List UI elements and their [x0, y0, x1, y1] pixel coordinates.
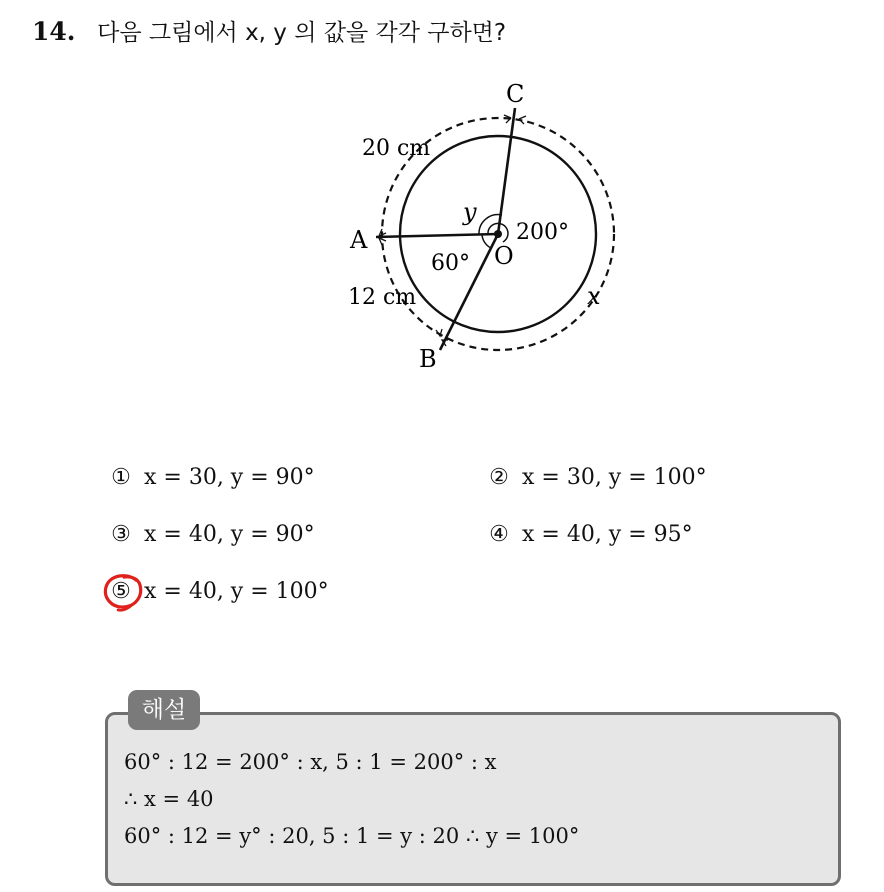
radius-oa	[376, 234, 498, 237]
center-point	[494, 230, 502, 238]
label-a: A	[350, 226, 368, 254]
label-o: O	[494, 242, 514, 270]
choice-2[interactable]	[486, 465, 707, 490]
selected-answer-circle	[102, 572, 146, 612]
selection-ring-stroke	[105, 576, 140, 607]
label-x: x	[587, 282, 601, 310]
choice-1-text: x = 30, y = 90°	[144, 465, 315, 490]
question-number: 14.	[32, 17, 76, 46]
choice-5-text: x = 40, y = 100°	[144, 579, 329, 604]
choice-4-mark: ④	[489, 522, 509, 547]
label-angle-200: 200°	[516, 220, 569, 245]
choice-4[interactable]	[486, 522, 693, 547]
label-angle-60: 60°	[431, 251, 470, 276]
label-length-20: 20 cm	[362, 136, 431, 161]
choice-5-mark: ⑤	[111, 579, 131, 604]
choice-4-text: x = 40, y = 95°	[522, 522, 693, 547]
choice-1[interactable]	[108, 465, 315, 490]
choice-3-text: x = 40, y = 90°	[144, 522, 315, 547]
label-y: y	[463, 198, 477, 226]
question-text: 다음 그림에서 x, y 의 값을 각각 구하면?	[97, 20, 507, 46]
label-c: C	[506, 80, 525, 108]
choice-1-mark: ①	[111, 465, 131, 490]
choice-2-text: x = 30, y = 100°	[522, 465, 707, 490]
sector-figure	[330, 78, 640, 378]
choice-3[interactable]	[108, 522, 315, 547]
explanation-tag: 해설	[128, 690, 200, 730]
choice-3-mark: ③	[111, 522, 131, 547]
figure-svg	[330, 78, 640, 378]
angle-arc-60	[482, 234, 491, 248]
explanation-line-3: 60° : 12 = y° : 20, 5 : 1 = y : 20 ∴ y = 100°	[124, 824, 580, 848]
label-b: B	[419, 345, 437, 373]
label-length-12: 12 cm	[348, 285, 417, 310]
explanation-box	[105, 712, 841, 886]
explanation-line-1: 60° : 12 = 200° : x, 5 : 1 = 200° : x	[124, 750, 497, 774]
explanation-line-2: ∴ x = 40	[124, 787, 214, 811]
choice-2-mark: ②	[489, 465, 509, 490]
question	[32, 14, 506, 47]
